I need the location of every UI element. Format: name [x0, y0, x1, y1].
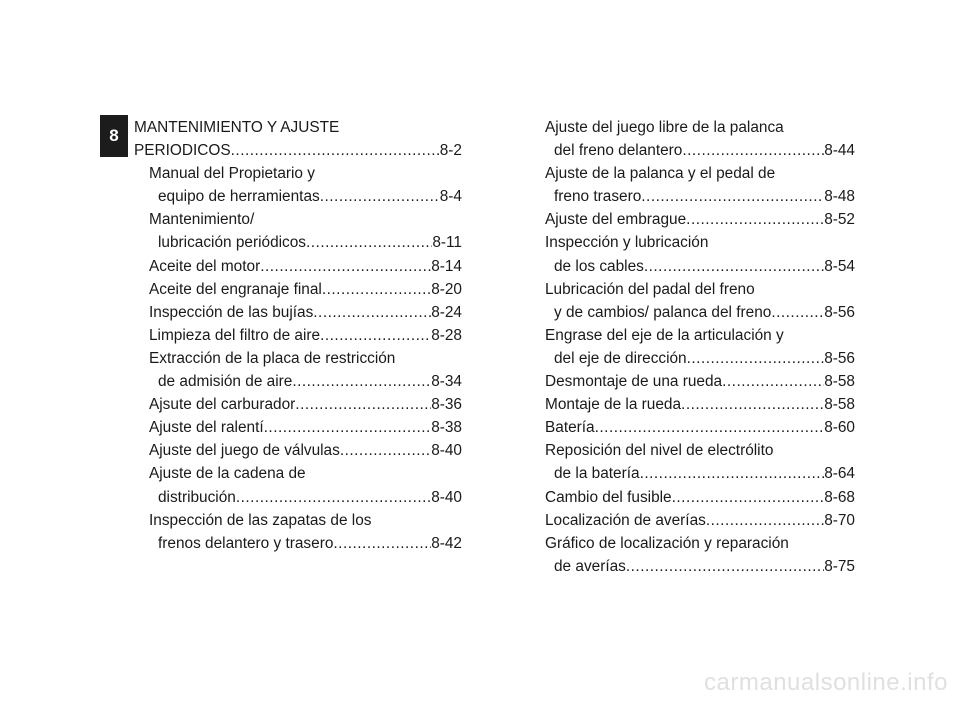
toc-entry-label: PERIODICOS [134, 142, 231, 160]
toc-entry-page: 8-58 [824, 373, 855, 391]
toc-entry[interactable] [545, 555, 855, 578]
toc-entry[interactable] [545, 416, 855, 439]
toc-entry-label: Ajsute del carburador [149, 396, 296, 414]
dot-leader [320, 324, 431, 347]
toc-entry[interactable] [134, 439, 462, 462]
toc-entry-page: 8-36 [431, 396, 462, 414]
toc-right-column [545, 116, 855, 578]
toc-entry-continued: Extracción de la placa de restricción [149, 349, 396, 367]
dot-leader [236, 486, 431, 509]
toc-entry-label: distribución [158, 488, 236, 506]
toc-entry-label: lubricación periódicos [158, 234, 306, 252]
dot-leader [231, 139, 440, 162]
toc-chapter-heading: MANTENIMIENTO Y AJUSTE [134, 119, 340, 136]
toc-entry[interactable] [134, 532, 462, 555]
toc-entry[interactable] [134, 370, 462, 393]
toc-entry-label: Inspección de las bujías [149, 303, 314, 321]
toc-entry-page: 8-48 [824, 188, 855, 206]
toc-entry-continued: Lubricación del padal del freno [545, 280, 755, 298]
toc-entry-page: 8-38 [431, 419, 462, 437]
toc-entry-page: 8-64 [824, 465, 855, 483]
dot-leader [682, 139, 824, 162]
toc-entry-page: 8-60 [824, 419, 855, 437]
toc-entry-label: frenos delantero y trasero [158, 534, 334, 552]
dot-leader [306, 231, 432, 254]
toc-entry[interactable] [134, 393, 462, 416]
toc-entry-page: 8-40 [431, 488, 462, 506]
toc-entry-page: 8-56 [824, 303, 855, 321]
toc-entry-label: de admisión de aire [158, 373, 293, 391]
toc-entry[interactable] [545, 509, 855, 532]
watermark: carmanualsonline.info [704, 669, 948, 696]
toc-entry-page: 8-14 [431, 257, 462, 275]
toc-entry-label: y de cambios/ palanca del freno [554, 303, 772, 321]
dot-leader [681, 393, 824, 416]
toc-entry-label: Batería [545, 419, 595, 437]
toc-entry-label: del eje de dirección [554, 349, 687, 367]
toc-left-column [134, 116, 462, 555]
dot-leader [322, 278, 431, 301]
toc-entry-continued: Manual del Propietario y [149, 165, 315, 183]
toc-entry-page: 8-2 [439, 142, 462, 160]
toc-entry-label: Ajuste del embrague [545, 211, 687, 229]
toc-entry-label: Aceite del motor [149, 257, 261, 275]
toc-entry[interactable] [134, 231, 462, 254]
dot-leader [672, 486, 825, 509]
toc-entry-page: 8-52 [824, 211, 855, 229]
toc-entry-label: de averías [554, 557, 626, 575]
toc-entry-label: freno trasero [554, 188, 642, 206]
toc-entry[interactable] [545, 255, 855, 278]
dot-leader [771, 301, 824, 324]
dot-leader [640, 462, 825, 485]
toc-entry[interactable] [545, 185, 855, 208]
dot-leader [292, 370, 431, 393]
dot-leader [595, 416, 825, 439]
dot-leader [722, 370, 824, 393]
toc-entry[interactable] [545, 370, 855, 393]
toc-entry-continued: Ajuste de la palanca y el pedal de [545, 165, 776, 183]
dot-leader [264, 416, 432, 439]
toc-entry-page: 8-4 [439, 188, 462, 206]
toc-entry[interactable] [134, 185, 462, 208]
chapter-tab: 8 [100, 115, 128, 157]
toc-entry[interactable] [134, 301, 462, 324]
dot-leader [687, 347, 825, 370]
dot-leader [340, 439, 431, 462]
toc-entry[interactable] [134, 416, 462, 439]
toc-entry-continued: Gráfico de localización y reparación [545, 534, 789, 552]
toc-entry-page: 8-58 [824, 396, 855, 414]
toc-entry-label: Ajuste del juego de válvulas [149, 442, 340, 460]
dot-leader [626, 555, 824, 578]
toc-entry-page: 8-34 [431, 373, 462, 391]
dot-leader [260, 255, 431, 278]
toc-entry-label: de los cables [554, 257, 644, 275]
toc-entry-page: 8-11 [432, 234, 462, 252]
toc-entry-page: 8-24 [431, 303, 462, 321]
toc-entry-label: Montaje de la rueda [545, 396, 682, 414]
toc-entry[interactable] [545, 393, 855, 416]
toc-entry-label: Desmontaje de una rueda [545, 373, 723, 391]
toc-entry-continued: Ajuste del juego libre de la palanca [545, 119, 784, 136]
toc-entry-label: Limpieza del filtro de aire [149, 326, 321, 344]
toc-entry-label: Cambio del fusible [545, 488, 672, 506]
toc-entry-continued: Inspección y lubricación [545, 234, 709, 252]
toc-entry[interactable] [545, 208, 855, 231]
toc-entry[interactable] [134, 139, 462, 162]
toc-entry[interactable] [134, 255, 462, 278]
toc-entry-label: Aceite del engranaje final [149, 280, 322, 298]
toc-entry-continued: Reposición del nivel de electrólito [545, 442, 774, 460]
toc-entry-page: 8-42 [431, 534, 462, 552]
dot-leader [706, 509, 824, 532]
toc-entry-page: 8-70 [824, 511, 855, 529]
toc-entry-page: 8-56 [824, 349, 855, 367]
toc-entry-page: 8-44 [824, 142, 855, 160]
toc-entry-label: Localización de averías [545, 511, 706, 529]
toc-entry-page: 8-40 [431, 442, 462, 460]
toc-entry-label: equipo de herramientas [158, 188, 320, 206]
toc-entry-label: de la batería [554, 465, 640, 483]
toc-entry[interactable] [545, 139, 855, 162]
dot-leader [641, 185, 824, 208]
toc-entry[interactable] [545, 301, 855, 324]
dot-leader [313, 301, 431, 324]
dot-leader [333, 532, 431, 555]
toc-entry-page: 8-54 [824, 257, 855, 275]
toc-entry-label: Ajuste del ralentí [149, 419, 264, 437]
dot-leader [295, 393, 431, 416]
dot-leader [686, 208, 824, 231]
toc-entry-page: 8-68 [824, 488, 855, 506]
toc-entry-page: 8-75 [824, 557, 855, 575]
dot-leader [644, 255, 824, 278]
toc-entry-continued: Mantenimiento/ [149, 211, 255, 229]
toc-entry-continued: Inspección de las zapatas de los [149, 511, 372, 529]
toc-entry[interactable] [134, 486, 462, 509]
toc-entry[interactable] [545, 486, 855, 509]
dot-leader [320, 185, 440, 208]
toc-entry-page: 8-28 [431, 326, 462, 344]
toc-entry-page: 8-20 [431, 280, 462, 298]
toc-entry[interactable] [545, 462, 855, 485]
toc-entry[interactable] [134, 324, 462, 347]
toc-entry-continued: Engrase del eje de la articulación y [545, 326, 784, 344]
toc-entry[interactable] [134, 278, 462, 301]
toc-entry-label: del freno delantero [554, 142, 683, 160]
toc-entry-continued: Ajuste de la cadena de [149, 465, 306, 483]
toc-entry[interactable] [545, 347, 855, 370]
